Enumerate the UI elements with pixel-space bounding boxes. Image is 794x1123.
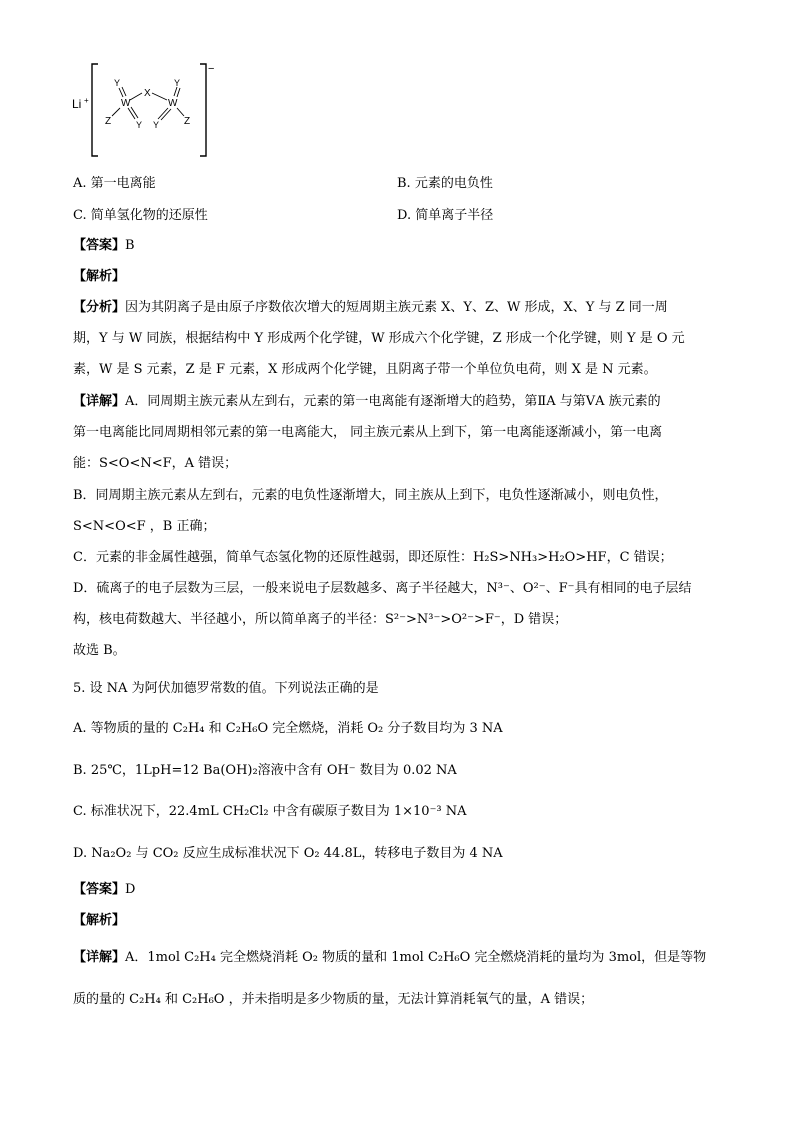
q4-detail-line-2: 第一电离能比同周期相邻元素的第一电离能大， 同主族元素从上到下，第一电离能逐渐减小，第一电离 xyxy=(73,425,663,440)
answer-label: 【答案】 xyxy=(73,882,126,897)
q5-detail-line-1 xyxy=(73,946,706,965)
q5-option-b: B. 25℃，1LpH=12 Ba(OH)₂溶液中含有 OH⁻ 数目为 0.02 NA xyxy=(73,763,457,778)
q4-detail-line-4: B．同周期主族元素从左到右，元素的电负性逐渐增大，同主族从上到下，电负性逐渐减小，则电负性， xyxy=(73,488,668,503)
q4-fenxi-line-1 xyxy=(73,296,668,315)
structure-diagram xyxy=(70,58,230,164)
li-charge: + xyxy=(84,96,89,105)
q5-option-c: C. 标准状况下，22.4mL CH₂Cl₂ 中含有碳原子数目为 1×10⁻³ NA xyxy=(73,804,467,819)
q5-detail-line-2: 质的量的 C₂H₄ 和 C₂H₆O ，并未指明是多少物质的量，无法计算消耗氧气的量，A 错误； xyxy=(73,992,594,1007)
q4-detail-line-1 xyxy=(73,390,661,409)
atom-y-top-left: Y xyxy=(114,78,121,88)
atom-y-top-right: Y xyxy=(174,78,181,88)
fenxi-text-1: 因为其阴离子是由原子序数依次增大的短周期主族元素 X、Y、Z、W 形成，X、Y 与 Z 同一周 xyxy=(125,300,668,315)
right-bracket xyxy=(200,64,206,156)
detail-label: 【详解】 xyxy=(73,394,126,409)
answer-label: 【答案】 xyxy=(73,238,126,253)
detail-text-1: A．1mol C₂H₄ 完全燃烧消耗 O₂ 物质的量和 1mol C₂H₆O 完全燃烧消耗的量均为 3mol，但是等物 xyxy=(125,950,707,965)
anion-structure-figure xyxy=(70,58,230,164)
anion-charge: − xyxy=(208,63,215,75)
q4-detail-line-5: S<N<O<F ，B 正确； xyxy=(73,519,216,534)
q4-option-a: A. 第一电离能 xyxy=(73,176,156,191)
atom-x: X xyxy=(144,88,151,99)
q4-detail-line-6: C．元素的非金属性越强，简单气态氢化物的还原性越弱，即还原性：H₂S>NH₃>H₂O>HF，C 错误； xyxy=(73,550,673,565)
q5-answer xyxy=(73,878,135,897)
q5-option-d: D. Na₂O₂ 与 CO₂ 反应生成标准状况下 O₂ 44.8L，转移电子数目为 4 NA xyxy=(73,846,503,861)
q4-answer xyxy=(73,234,135,253)
answer-value: B xyxy=(125,238,135,253)
q4-option-b: B. 元素的电负性 xyxy=(397,176,493,191)
q5-option-a: A. 等物质的量的 C₂H₄ 和 C₂H₆O 完全燃烧，消耗 O₂ 分子数目均为 3 NA xyxy=(73,721,503,736)
q5-stem: 5. 设 NA 为阿伏加德罗常数的值。下列说法正确的是 xyxy=(73,681,379,696)
fenxi-label: 【分析】 xyxy=(73,300,126,315)
q5-analysis-label: 【解析】 xyxy=(73,913,126,928)
q4-fenxi-line-3: 素，W 是 S 元素，Z 是 F 元素，X 形成两个化学键，且阴离子带一个单位负电荷，则 X 是 N 元素。 xyxy=(73,362,657,377)
q4-option-c: C. 简单氢化物的还原性 xyxy=(73,208,208,223)
answer-value: D xyxy=(125,882,136,897)
atom-w-right: W xyxy=(168,98,178,109)
q4-detail-line-8: 构，核电荷数越大、半径越小，所以简单离子的半径：S²⁻>N³⁻>O²⁻>F⁻，D 错误； xyxy=(73,612,568,627)
detail-label: 【详解】 xyxy=(73,950,126,965)
atom-w-left: W xyxy=(121,98,131,109)
atom-z-right: Z xyxy=(184,116,191,127)
detail-text-1: A．同周期主族元素从左到右，元素的第一电离能有逐渐增大的趋势，第ⅡA 与第ⅤA 族元素的 xyxy=(125,394,661,409)
q4-conclusion: 故选 B。 xyxy=(73,643,126,658)
q4-option-d: D. 简单离子半径 xyxy=(397,208,494,223)
atom-z-left: Z xyxy=(105,116,112,127)
li-label: Li xyxy=(72,97,82,111)
q4-detail-line-7: D．硫离子的电子层数为三层，一般来说电子层数越多、离子半径越大，N³⁻、O²⁻、F⁻具有相同的电子层结 xyxy=(73,581,692,596)
atom-y-bottom-left: Y xyxy=(136,120,143,130)
q4-analysis-label: 【解析】 xyxy=(73,269,126,284)
left-bracket xyxy=(92,64,98,156)
atom-y-bottom-right: Y xyxy=(153,120,160,130)
q4-fenxi-line-2: 期，Y 与 W 同族，根据结构中 Y 形成两个化学键，W 形成六个化学键，Z 形成一个化学键，则 Y 是 O 元 xyxy=(73,331,685,346)
q4-detail-line-3: 能：S<O<N<F，A 错误； xyxy=(73,456,238,471)
